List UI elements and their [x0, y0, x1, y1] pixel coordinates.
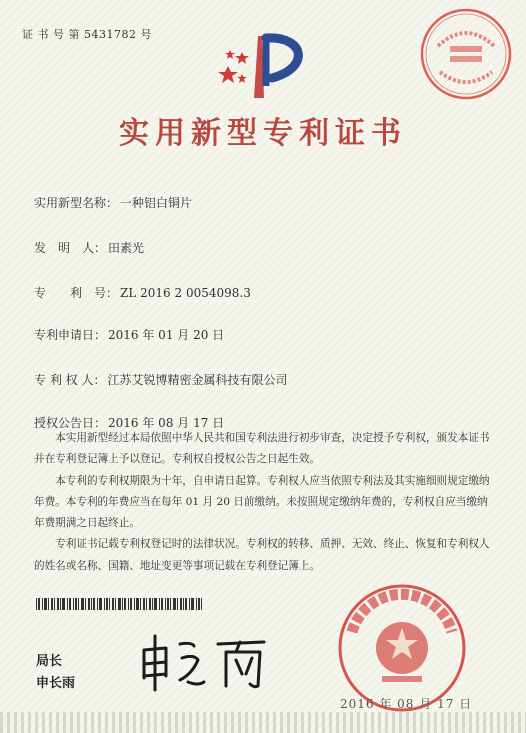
seal-date: 2016 年 08 月 17 日 [340, 697, 473, 711]
field-label: 专 利 号： [34, 286, 119, 300]
field-label: 授权公告日： [34, 416, 107, 430]
barcode-bar [143, 598, 145, 610]
barcode-bar [99, 598, 102, 610]
field-label: 专利申请日： [34, 328, 107, 342]
barcode-bar [185, 598, 187, 610]
barcode-bar [91, 598, 92, 610]
signatory-name: 申长雨 [36, 676, 76, 691]
barcode-bar [106, 598, 108, 610]
body-paragraph: 本专利的专利权期限为十年，自申请日起算。专利权人应当依照专利法及其实施细则规定缴纳年费。本专利的年费应当在每年 01 月 20 日前缴纳。未按照规定缴纳年费的，专利权自应当缴纳年费期满之日起终止。 [34, 474, 490, 530]
barcode-bar [167, 598, 169, 610]
field-patent-number [34, 284, 251, 301]
barcode-bar [161, 598, 163, 610]
barcode-bar [88, 598, 90, 610]
barcode-bar [57, 598, 59, 610]
certificate-body-text [34, 428, 494, 577]
field-label: 实用新型名称： [34, 196, 119, 210]
field-label: 发 明 人： [34, 241, 107, 255]
field-value: 田素光 [108, 241, 145, 255]
barcode-bar [75, 598, 77, 610]
patent-office-logo [214, 28, 314, 100]
barcode-bar [134, 598, 135, 610]
barcode-bar [180, 598, 182, 610]
barcode-bar [62, 598, 65, 610]
barcode-bar [115, 598, 116, 610]
barcode-bar [93, 598, 95, 610]
body-paragraph: 本实用新型经过本局依照中华人民共和国专利法进行初步审查，决定授予专利权，颁发本证书并在专利登记簿上予以登记。专利权自授权公告之日起生效。 [34, 432, 490, 466]
body-paragraph: 专利证书记载专利权登记时的法律状况。专利权的转移、质押、无效、终止、恢复和专利权人的姓名或名称、国籍、地址变更等事项记载在专利登记簿上。 [34, 538, 490, 572]
barcode-bar [146, 598, 147, 610]
barcode-bar [38, 598, 40, 610]
barcode-bar [42, 598, 43, 610]
barcode-bar [177, 598, 178, 610]
barcode-bar [128, 598, 129, 610]
field-value: 江苏艾锐博精密金属科技有限公司 [107, 373, 288, 387]
barcode-bar [122, 598, 123, 610]
agency-seal-stamp [418, 6, 514, 102]
barcode-bar [198, 598, 200, 610]
field-filing-date [34, 326, 224, 343]
barcode-bar [73, 598, 74, 610]
barcode-bar [54, 598, 55, 610]
barcode-bar [69, 598, 71, 610]
document-title: 实用新型专利证书 [119, 116, 407, 151]
barcode-bar [173, 598, 176, 610]
field-value: 2016 年 08 月 17 日 [108, 416, 225, 430]
signatory-title: 局长 [36, 654, 63, 669]
barcode-bar [85, 598, 86, 610]
barcode-bar [196, 598, 197, 610]
barcode-bar [104, 598, 105, 610]
barcode-bar [189, 598, 190, 610]
barcode-bar [201, 598, 202, 610]
certificate-number: 证 书 号 第 5431782 号 [22, 28, 152, 41]
barcode-bar [118, 598, 121, 610]
field-inventor [34, 239, 144, 256]
barcode-bar [36, 598, 37, 610]
field-patentee [34, 371, 287, 388]
field-model-name [34, 194, 192, 211]
field-value: 一种铝白铜片 [120, 196, 193, 210]
barcode-bar [154, 598, 157, 610]
barcode-bar [78, 598, 79, 610]
barcode-bar [48, 598, 49, 610]
barcode-bar [81, 598, 84, 610]
barcode-bar [112, 598, 114, 610]
barcode-bar [44, 598, 47, 610]
barcode [36, 598, 204, 610]
barcode-bar [51, 598, 53, 610]
barcode-bar [60, 598, 61, 610]
barcode-bar [109, 598, 110, 610]
barcode-bar [124, 598, 126, 610]
barcode-bar [165, 598, 166, 610]
barcode-bar [67, 598, 68, 610]
barcode-bar [140, 598, 141, 610]
barcode-bar [149, 598, 151, 610]
field-value: ZL 2016 2 0054098.3 [120, 286, 251, 300]
barcode-bar [136, 598, 139, 610]
field-value: 2016 年 01 月 20 日 [108, 328, 225, 342]
barcode-bar [183, 598, 184, 610]
barcode-bar [159, 598, 160, 610]
field-label: 专 利 权 人： [34, 373, 106, 387]
barcode-bar [191, 598, 194, 610]
barcode-bar [130, 598, 132, 610]
handwritten-signature [136, 630, 270, 696]
barcode-bar [152, 598, 153, 610]
barcode-bar [97, 598, 98, 610]
barcode-bar [170, 598, 171, 610]
decorative-border-band [0, 712, 526, 733]
